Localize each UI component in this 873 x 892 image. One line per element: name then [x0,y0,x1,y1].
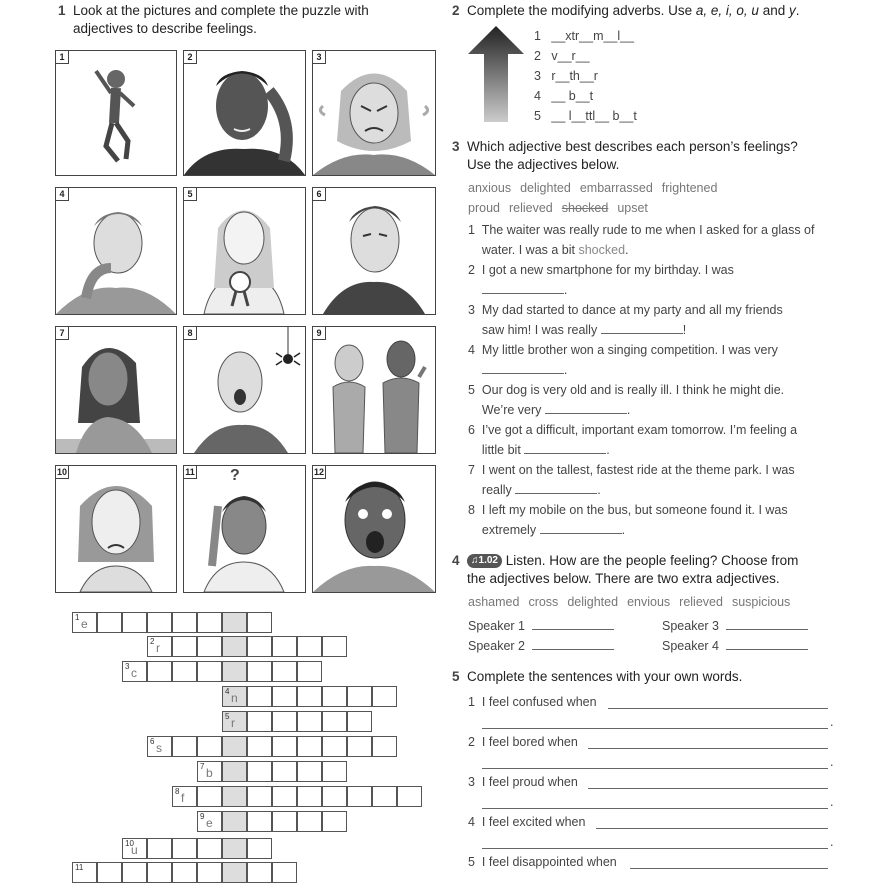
ex1-instructions: 1 Look at the pictures and complete the puzzle with adjectives to describe feelings. [58,3,369,36]
crossword-cell[interactable] [247,711,272,732]
crossword-cell[interactable] [197,636,222,657]
crossword-cell[interactable] [297,736,322,757]
word: anxious [468,181,512,195]
crossword-given-letter: e [81,617,88,631]
crossword-cell[interactable] [147,838,172,859]
crossword-cell[interactable] [222,612,247,633]
ex3-answer-blank[interactable] [482,281,564,294]
ex3-item-2: 2 I got a new smartphone for my birthday. I was . [468,263,734,297]
ex3-item-6: 6 I’ve got a difficult, important exam tomorrow. I’m feeling a little bit . [468,423,798,457]
ex3-answer-blank[interactable] [545,401,627,414]
crossword-cell[interactable] [272,811,297,832]
crossword-clue-number: 1 [75,613,80,622]
ex2-item: 5 __ l__ttl__ b__t [534,109,637,123]
crossword-cell[interactable] [272,862,297,883]
ex5-item-1: 1 I feel confused when . [468,695,834,729]
ex5-blank-1b[interactable] [482,716,828,729]
crossword-cell[interactable] [222,786,247,807]
crossword-cell[interactable] [322,761,347,782]
ex5-blank-5a[interactable] [630,856,828,869]
headphones-icon: ♫ [471,555,479,567]
crossword-cell[interactable] [147,612,172,633]
crossword-cell[interactable] [372,736,397,757]
crossword-cell[interactable] [297,711,322,732]
ex5-item-3: 3 I feel proud when . [468,775,834,809]
crossword-cell[interactable] [272,786,297,807]
crossword-cell[interactable] [97,862,122,883]
crossword-clue-number: 3 [125,662,130,671]
crossword-cell[interactable] [172,661,197,682]
crossword-cell[interactable] [347,686,372,707]
crossword-cell[interactable] [197,862,222,883]
picture-panel-1: 1 [55,50,177,176]
ex5-blank-3b[interactable] [482,796,828,809]
crossword-cell[interactable] [247,661,272,682]
crossword-cell[interactable] [297,786,322,807]
picture-panel-8: 8 [183,326,306,454]
ex3-item-4: 4 My little brother won a singing competition. I was very . [468,343,778,377]
crossword-cell[interactable] [247,838,272,859]
ex3-answer-blank[interactable] [601,321,683,334]
crossword-cell[interactable] [247,612,272,633]
ex3-answer-blank[interactable] [482,361,564,374]
crossword-cell[interactable] [197,838,222,859]
ex5-blank-1a[interactable] [608,696,828,709]
crossword-given-letter: c [131,666,137,680]
picture-panel-11: 11 ? [183,465,306,593]
crossword-given-letter: s [156,741,162,755]
crossword-cell[interactable] [372,686,397,707]
speaker-2-blank[interactable] [532,637,614,650]
ex3-item-8: 8 I left my mobile on the bus, but someone found it. I was extremely . [468,503,788,537]
crossword-cell[interactable] [297,686,322,707]
crossword-cell[interactable] [247,811,272,832]
ex2-item-2-blank[interactable]: v__r__ [551,49,590,63]
ex2-item-4-blank[interactable]: __ b__t [551,89,594,103]
word: embarrassed [579,181,653,195]
crossword-cell[interactable] [322,636,347,657]
shocked-man-illustration [313,466,435,592]
ex2-item-5-blank[interactable]: __ l__ttl__ b__t [551,109,637,123]
picture-panel-12: 12 [312,465,436,593]
ex3-items [468,220,868,540]
speaker-4-row: Speaker 4 [662,636,808,656]
crossword-clue-number: 11 [75,863,84,872]
crossword-cell[interactable] [272,761,297,782]
ex5-blank-2a[interactable] [588,736,828,749]
crossword-clue-number: 5 [225,712,230,721]
upset-girl-illustration [56,327,176,453]
speaker-3-row: Speaker 3 [662,616,808,636]
crossword-cell[interactable] [147,736,172,757]
ex3-item-1: 1 The waiter was really rude to me when I asked for a glass of water. I was a bit shocked. [468,223,815,257]
ex3-item-7: 7 I went on the tallest, fastest ride at the theme park. I was really . [468,463,795,497]
word: relieved [508,201,553,215]
crossword-cell[interactable] [272,636,297,657]
crossword-cell[interactable] [197,786,222,807]
ex3-instructions: 3 Which adjective best describes each person’s feelings? Use the adjectives below. [452,139,798,172]
word: cross [528,595,559,609]
ex2-item: 1 __xtr__m__l__ [534,29,635,43]
crossword-clue-number: 7 [200,762,205,771]
crossword-cell[interactable] [247,636,272,657]
crossword-cell[interactable] [222,838,247,859]
crossword-cell[interactable] [122,661,147,682]
ex5-blank-4b[interactable] [482,836,828,849]
speaker-1-blank[interactable] [532,617,614,630]
crossword-cell[interactable] [247,686,272,707]
confused-boy-question-mark-illustration [184,466,305,592]
crossword-cell[interactable] [272,686,297,707]
audio-track-badge[interactable]: ♫1.02 [467,554,502,568]
crossword-cell[interactable] [222,761,247,782]
ex5-item-4: 4 I feel excited when . [468,815,834,849]
picture-panel-2: 2 [183,50,306,176]
crossword-cell[interactable] [197,612,222,633]
crying-girl-illustration [56,466,176,592]
crossword-given-letter: r [156,641,160,655]
ex2-item-3-blank[interactable]: r__th__r [551,69,598,83]
crossword-cell[interactable] [172,612,197,633]
ex3-answer-blank[interactable] [524,441,606,454]
crossword-cell[interactable] [297,811,322,832]
speaker-2-row: Speaker 2 [468,636,614,656]
crossword-clue-number: 2 [150,637,155,646]
ex5-item-2: 2 I feel bored when . [468,735,834,769]
crossword-cell[interactable] [147,862,172,883]
crossword-cell[interactable] [297,761,322,782]
crossword-cell[interactable] [197,736,222,757]
crossword-cell[interactable] [222,636,247,657]
angry-woman-illustration [313,51,435,175]
speaker-3-blank[interactable] [726,617,808,630]
crossword-cell[interactable] [122,612,147,633]
anxious-man-illustration [56,188,176,314]
arrow-up-icon [468,26,524,122]
frightened-boy-with-spider-illustration [184,327,305,453]
word: suspicious [731,595,791,609]
crossword-cell[interactable] [322,711,347,732]
crossword-given-letter: f [181,791,185,805]
svg-text:?: ? [230,467,240,484]
crossword-clue-number: 6 [150,737,155,746]
crossword-clue-number: 4 [225,687,230,696]
envious-girl-and-boy-illustration [313,327,435,453]
crossword-cell[interactable] [172,838,197,859]
crossword-cell[interactable] [297,636,322,657]
picture-panel-5: 5 [183,187,306,315]
ex5-items [468,692,838,892]
ex4-instructions: 4 ♫1.02 Listen. How are the people feeling? Choose from the adjectives below. There are two extra adjectives. [452,553,799,586]
crossword-cell[interactable] [72,862,97,883]
crossword-cell[interactable] [222,736,247,757]
crossword-cell[interactable] [272,711,297,732]
crossword-cell[interactable] [372,786,397,807]
crossword-cell[interactable] [322,811,347,832]
crossword-given-letter: u [131,843,138,857]
crossword-cell[interactable] [222,811,247,832]
crossword-cell[interactable] [397,786,422,807]
ex3-example-answer: shocked [578,243,626,257]
picture-panel-10: 10 [55,465,177,593]
crossword-clue-number: 9 [200,812,205,821]
picture-panel-7: 7 [55,326,177,454]
crossword-cell[interactable] [222,661,247,682]
ex4-word-box [468,592,799,612]
crossword-cell[interactable] [322,686,347,707]
picture-panel-9: 9 [312,326,436,454]
word: delighted [520,181,571,195]
ex5-instructions: 5 Complete the sentences with your own words. [452,669,743,684]
crossword-cell[interactable] [147,661,172,682]
crossword-cell[interactable] [347,786,372,807]
crossword-cell[interactable] [172,636,197,657]
ex2-list [534,26,637,126]
crossword-cell[interactable] [172,862,197,883]
crossword-cell[interactable] [197,761,222,782]
ex5-item-5: 5 I feel disappointed when [468,852,838,892]
picture-panel-3: 3 [312,50,436,176]
ex3-item-3: 3 My dad started to dance at my party and all my friends saw him! I was really ! [468,303,783,337]
crossword-cell[interactable] [72,612,97,633]
crossword-given-letter: b [206,766,213,780]
crossword-cell[interactable] [347,711,372,732]
confused-man-illustration [184,51,305,175]
crossword-cell[interactable] [222,862,247,883]
crossword-cell[interactable] [122,862,147,883]
ex2-item: 3 r__th__r [534,69,598,83]
crossword-cell[interactable] [197,811,222,832]
ex2-item: 2 v__r__ [534,49,590,63]
crossword-cell[interactable] [297,661,322,682]
crossword-cell[interactable] [272,661,297,682]
crossword-cell[interactable] [247,736,272,757]
word: upset [617,201,648,215]
crossword-cell[interactable] [222,711,247,732]
proud-girl-with-rosette-illustration [184,188,305,314]
ex2-item: 4 __ b__t [534,89,594,103]
crossword-cell[interactable] [347,736,372,757]
ex2-item-1-blank[interactable]: __xtr__m__l__ [551,29,635,43]
word: relieved [679,595,723,609]
crossword-cell[interactable] [247,862,272,883]
word-used: shocked [561,201,609,215]
word: envious [627,595,671,609]
ex3-item-5: 5 Our dog is very old and is really ill. I think he might die. We’re very . [468,383,785,417]
ex5-blank-4a[interactable] [596,816,828,829]
jumping-boy-illustration [56,51,176,175]
crossword-cell[interactable] [222,686,247,707]
picture-panel-4: 4 [55,187,177,315]
ex5-blank-3a[interactable] [588,776,828,789]
crossword-cell[interactable] [122,838,147,859]
crossword-cell[interactable] [247,761,272,782]
crossword-given-letter: e [206,816,213,830]
crossword-cell[interactable] [322,736,347,757]
crossword-cell[interactable] [147,636,172,657]
ex5-blank-2b[interactable] [482,756,828,769]
crossword-clue-number: 10 [125,839,134,848]
crossword-cell[interactable] [197,661,222,682]
crossword-cell[interactable] [247,786,272,807]
ex3-answer-blank[interactable] [515,481,597,494]
crossword-given-letter: n [231,691,238,705]
crossword-given-letter: r [231,716,235,730]
crossword-cell[interactable] [272,736,297,757]
crossword-cell[interactable] [97,612,122,633]
speaker-1-row: Speaker 1 [468,616,614,636]
crossword-cell[interactable] [172,786,197,807]
ex2-instructions: 2 Complete the modifying adverbs. Use a, e, i, o, u and y. [452,3,800,18]
crossword-clue-number: 8 [175,787,180,796]
crossword-cell[interactable] [172,736,197,757]
speaker-4-blank[interactable] [726,637,808,650]
ex3-answer-blank[interactable] [540,521,622,534]
word: frightened [661,181,718,195]
ex3-word-box [468,178,726,218]
suspicious-man-illustration [313,188,435,314]
word: delighted [567,595,619,609]
picture-panel-6: 6 [312,187,436,315]
word: ashamed [468,595,520,609]
word: proud [468,201,500,215]
crossword-cell[interactable] [322,786,347,807]
